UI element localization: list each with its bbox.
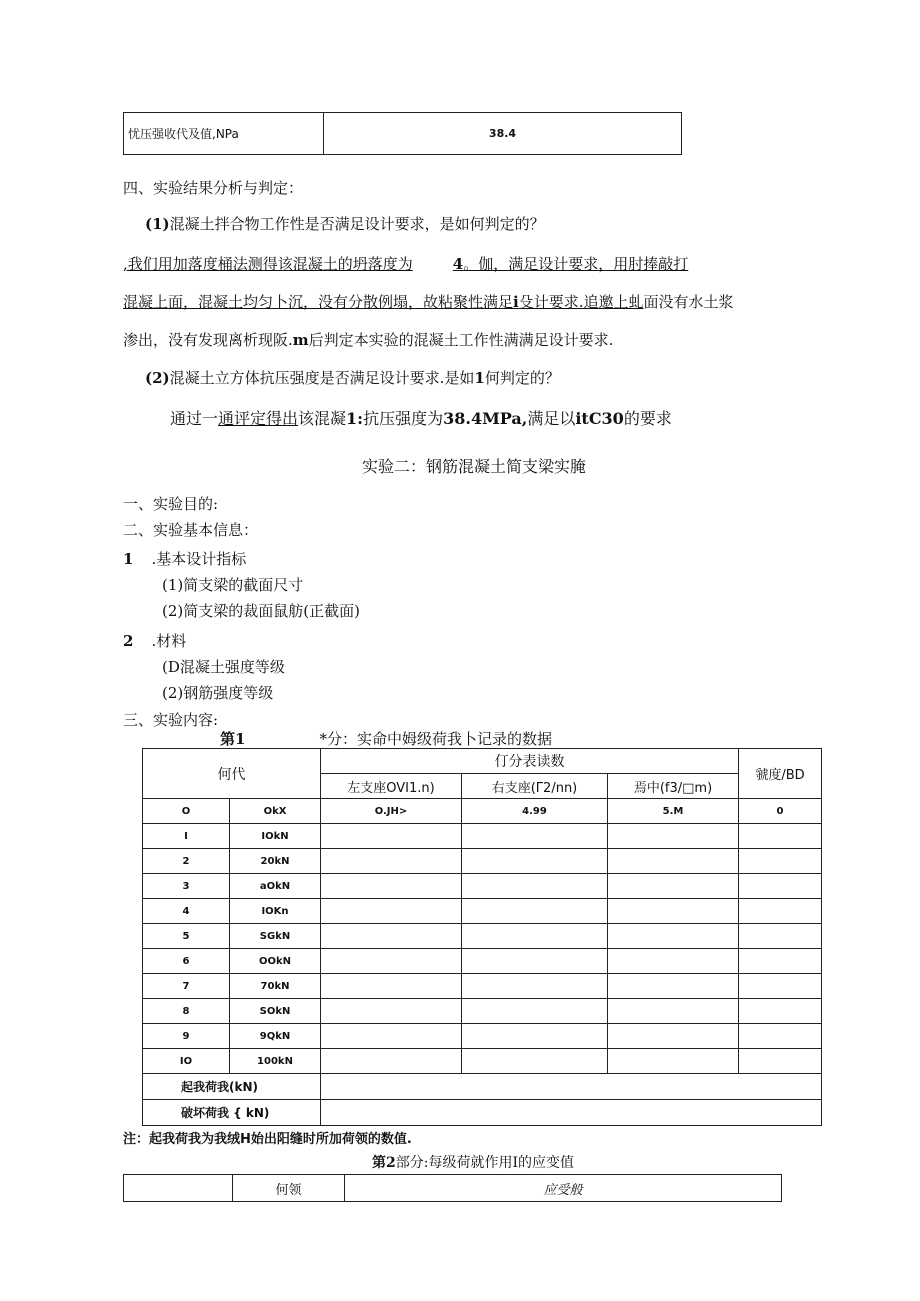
table-row bbox=[143, 824, 822, 849]
strain-col3: 应受般 bbox=[345, 1175, 782, 1202]
row-left bbox=[321, 824, 462, 849]
exp2-item2-num: 2 bbox=[123, 632, 134, 650]
row-load: 70kN bbox=[230, 974, 321, 999]
failure-load-value bbox=[321, 1100, 822, 1126]
row-right bbox=[462, 824, 608, 849]
row-right bbox=[462, 924, 608, 949]
row-right bbox=[462, 1024, 608, 1049]
row-left bbox=[321, 899, 462, 924]
row-load: SGkN bbox=[230, 924, 321, 949]
row-load: IOKn bbox=[230, 899, 321, 924]
a1-line1-a: ,我们用加落度桶法测得该混凝土的坍落度为 bbox=[123, 255, 413, 273]
exp2-item2-text: .材料 bbox=[151, 632, 187, 650]
strain-col2: 何领 bbox=[233, 1175, 345, 1202]
row-crack bbox=[739, 874, 822, 899]
exp2-s1: 一、实验目的: bbox=[123, 495, 219, 513]
row-index: O bbox=[143, 799, 230, 824]
table-row bbox=[143, 949, 822, 974]
row-mid bbox=[608, 849, 739, 874]
part1-a: 第1 bbox=[220, 730, 246, 748]
row-index: 3 bbox=[143, 874, 230, 899]
row-load: OkX bbox=[230, 799, 321, 824]
row-index: 6 bbox=[143, 949, 230, 974]
row-mid bbox=[608, 974, 739, 999]
table-row bbox=[143, 999, 822, 1024]
exp2-item1-text: .基本设计指标 bbox=[151, 550, 247, 568]
a1-line3-b: m bbox=[292, 331, 309, 349]
table-row bbox=[143, 849, 822, 874]
row-index: 8 bbox=[143, 999, 230, 1024]
row-crack bbox=[739, 949, 822, 974]
a1-line2-d: 面没有水土浆 bbox=[643, 293, 734, 311]
row-crack bbox=[739, 1024, 822, 1049]
a1-line3 bbox=[123, 329, 613, 350]
a1-line3-c: 后判定本实验的混凝土工作性满满足设计要求. bbox=[308, 331, 614, 349]
row-load: 20kN bbox=[230, 849, 321, 874]
exp2-item2 bbox=[123, 630, 186, 651]
row-crack bbox=[739, 999, 822, 1024]
row-left bbox=[321, 924, 462, 949]
q2-num: (2) bbox=[145, 369, 170, 387]
table-row bbox=[143, 1049, 822, 1074]
row-right bbox=[462, 874, 608, 899]
row-crack bbox=[739, 849, 822, 874]
row-load: 9QkN bbox=[230, 1024, 321, 1049]
part2-a: 第2 bbox=[372, 1155, 396, 1171]
a1-line3-a: 渗出，没有发现离析现阪. bbox=[123, 331, 293, 349]
row-right bbox=[462, 899, 608, 924]
table-row bbox=[143, 874, 822, 899]
row-right: 4.99 bbox=[462, 799, 608, 824]
row-mid bbox=[608, 999, 739, 1024]
a2-a: 通过一 bbox=[170, 409, 219, 428]
a1-line1-c: 。伽，满足设计要求，用肘捧敲打 bbox=[463, 255, 689, 273]
table-row bbox=[143, 974, 822, 999]
exp2-item1-sub1: (1)简支梁的截面尺寸 bbox=[162, 576, 304, 594]
q2-text-c: 何判定的？ bbox=[484, 369, 560, 387]
row-crack bbox=[739, 1049, 822, 1074]
strain-table bbox=[123, 1174, 782, 1202]
failure-load-label: 破坏荷我 { kN) bbox=[143, 1100, 321, 1126]
part2-caption bbox=[372, 1152, 574, 1172]
row-crack bbox=[739, 899, 822, 924]
strength-table bbox=[123, 112, 682, 155]
a2-d: 1: bbox=[346, 409, 364, 428]
row-index: 4 bbox=[143, 899, 230, 924]
header-dial: 仃分表读数 bbox=[321, 749, 739, 774]
a1-line1 bbox=[123, 253, 688, 274]
part1-caption bbox=[220, 728, 552, 749]
crack-load-label: 起我荷我(kN) bbox=[143, 1074, 321, 1100]
row-left bbox=[321, 949, 462, 974]
table-row bbox=[143, 1024, 822, 1049]
row-left bbox=[321, 1024, 462, 1049]
row-index: I bbox=[143, 824, 230, 849]
row-left bbox=[321, 874, 462, 899]
q1 bbox=[145, 213, 545, 234]
row-index: 2 bbox=[143, 849, 230, 874]
a1-line2-b: i bbox=[513, 293, 519, 311]
a2-h: itC30 bbox=[575, 409, 624, 428]
exp2-title: 实验二：钢筋混凝土简支梁实腌 bbox=[362, 457, 587, 476]
a2-c: 该混凝 bbox=[298, 409, 347, 428]
header-right-support: 右支座(Γ2/nn) bbox=[462, 774, 608, 799]
a2-g: 满足以 bbox=[527, 409, 576, 428]
row-crack bbox=[739, 974, 822, 999]
row-left bbox=[321, 1049, 462, 1074]
row-right bbox=[462, 949, 608, 974]
exp2-item1-num: 1 bbox=[123, 550, 134, 568]
a1-line2-a: 混凝上面，混凝土均匀卜沉，没有分散例塌，故粘聚性满足 bbox=[123, 293, 514, 311]
exp2-item1-sub2: (2)简支梁的裁面鼠舫(正截面) bbox=[162, 602, 360, 620]
table-row bbox=[143, 924, 822, 949]
q2-text-a: 混凝土立方体抗压强度是否满足设计要求.是如 bbox=[169, 369, 475, 387]
strength-label: 忧压强收代及值,NPa bbox=[124, 113, 324, 155]
row-load: SOkN bbox=[230, 999, 321, 1024]
row-left bbox=[321, 974, 462, 999]
row-right bbox=[462, 849, 608, 874]
part1-b: *分：实命中姆级荷我卜记录的数据 bbox=[319, 730, 552, 748]
a1-line1-b: 4 bbox=[452, 255, 464, 273]
exp2-item2-sub1: (D混凝土强度等级 bbox=[162, 658, 285, 676]
row-mid bbox=[608, 874, 739, 899]
part2-b: 部分:每级荷就作用 bbox=[395, 1155, 513, 1171]
row-crack bbox=[739, 924, 822, 949]
row-index: 5 bbox=[143, 924, 230, 949]
row-index: 7 bbox=[143, 974, 230, 999]
row-crack bbox=[739, 824, 822, 849]
q2-text-b: 1 bbox=[474, 369, 485, 387]
row-left bbox=[321, 999, 462, 1024]
table-row bbox=[143, 899, 822, 924]
table-row bbox=[143, 799, 822, 824]
strength-value: 38.4 bbox=[324, 113, 682, 155]
row-mid bbox=[608, 924, 739, 949]
row-load: aOkN bbox=[230, 874, 321, 899]
row-load: IOkN bbox=[230, 824, 321, 849]
header-crack: 虢度/BD bbox=[739, 749, 822, 799]
header-left-support: 左支座OVI1.n) bbox=[321, 774, 462, 799]
a2-b: 通评定得出 bbox=[218, 409, 299, 428]
row-right bbox=[462, 1049, 608, 1074]
exp2-s3: 三、实验内容: bbox=[123, 711, 219, 729]
part2-c: I bbox=[512, 1155, 518, 1171]
section4-heading: 四、实验结果分析与判定： bbox=[123, 179, 304, 197]
a2-i: 的要求 bbox=[623, 409, 672, 428]
row-load: OOkN bbox=[230, 949, 321, 974]
part2-d: 的应变值 bbox=[518, 1155, 574, 1171]
q1-text: 混凝土拌合物工作性是否满足设计要求，是如何判定的？ bbox=[169, 215, 545, 233]
exp2-s2: 二、实验基本信息： bbox=[123, 521, 259, 539]
row-mid: 5.M bbox=[608, 799, 739, 824]
row-left bbox=[321, 849, 462, 874]
strain-col1 bbox=[124, 1175, 233, 1202]
load-table bbox=[142, 748, 822, 1126]
row-index: IO bbox=[143, 1049, 230, 1074]
note: 注：起我荷我为我绒H始出阳缝时所加荷领的数值. bbox=[123, 1132, 412, 1147]
row-load: 100kN bbox=[230, 1049, 321, 1074]
header-midspan: 焉中(f3/□m) bbox=[608, 774, 739, 799]
row-right bbox=[462, 974, 608, 999]
a2-e: 抗压强度为 bbox=[363, 409, 444, 428]
row-mid bbox=[608, 1049, 739, 1074]
row-right bbox=[462, 999, 608, 1024]
header-load: 何代 bbox=[143, 749, 321, 799]
row-crack: 0 bbox=[739, 799, 822, 824]
row-mid bbox=[608, 824, 739, 849]
a1-line2 bbox=[123, 291, 734, 312]
a1-line2-c: 殳计要求.追邀上虬 bbox=[518, 293, 644, 311]
row-mid bbox=[608, 1024, 739, 1049]
a2-f: 38.4MPa, bbox=[443, 409, 528, 428]
a2 bbox=[170, 406, 672, 429]
crack-load-value bbox=[321, 1074, 822, 1100]
exp2-item2-sub2: (2)钢筋强度等级 bbox=[162, 684, 274, 702]
q2 bbox=[145, 367, 560, 388]
row-mid bbox=[608, 949, 739, 974]
exp2-item1 bbox=[123, 548, 246, 569]
q1-num: (1) bbox=[145, 215, 170, 233]
row-mid bbox=[608, 899, 739, 924]
row-index: 9 bbox=[143, 1024, 230, 1049]
row-left: O.JH> bbox=[321, 799, 462, 824]
